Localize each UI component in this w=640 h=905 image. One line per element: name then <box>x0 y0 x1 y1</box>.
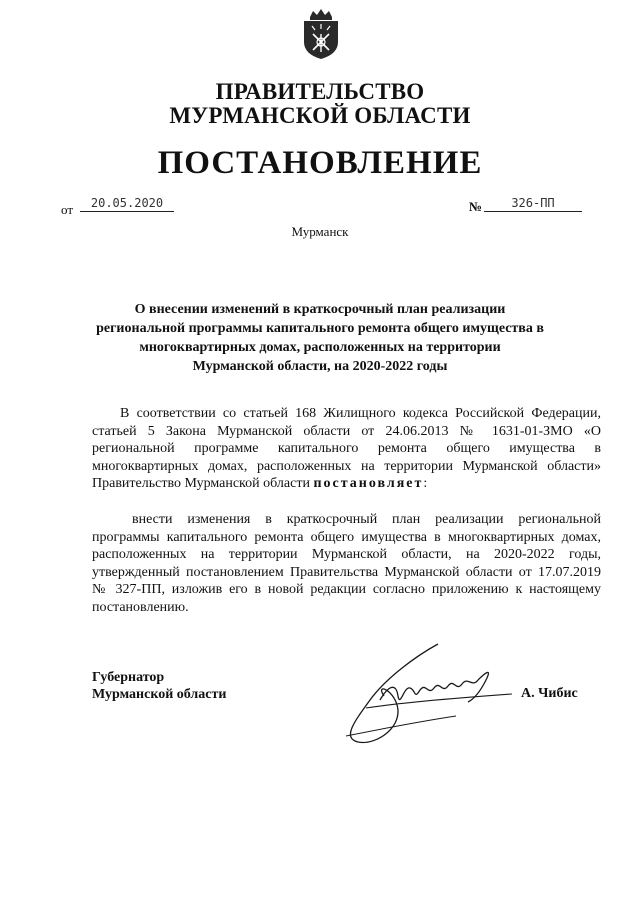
signer-position-line-2: Мурманской области <box>92 687 227 702</box>
paragraph-1-colon: : <box>423 476 428 491</box>
document-subject-title <box>90 300 550 376</box>
date-label: от <box>61 202 74 217</box>
subject-line-1: О внесении изменений в краткосрочный план реализации <box>134 302 506 317</box>
handwritten-signature-icon <box>336 638 516 748</box>
murmansk-region-coat-of-arms-icon <box>298 8 344 60</box>
signer-position-line-1: Губернатор <box>92 670 165 685</box>
document-type-title: ПОСТАНОВЛЕНИЕ <box>157 145 483 181</box>
body-paragraph-2: внести изменения в краткосрочный план реализации региональной программы капитального ремонта общего имущества в многоквартирных домах, расположенных на территории Мурманской области, на 2020-2022 годы, утвержденный постановлением Правительства Мурманской области от 17.07.2019 № 327-ПП, изложив его в новой редакции согласно приложению к настоящему постановлению. <box>92 512 601 615</box>
city-name: Мурманск <box>291 224 349 239</box>
date-value: 20.05.2020 <box>80 196 174 212</box>
signer-name: А. Чибис <box>521 686 578 701</box>
organization-name-line-1: ПРАВИТЕЛЬСТВО <box>215 79 425 104</box>
subject-line-2: региональной программы капитального ремонта общего имущества в <box>96 321 544 336</box>
resolution-keyword: постановляет <box>313 476 424 491</box>
body-paragraph-1 <box>92 405 601 493</box>
organization-name-line-2: МУРМАНСКОЙ ОБЛАСТИ <box>169 103 471 128</box>
document-number-value: 326-ПП <box>484 196 582 212</box>
signer-position <box>92 669 226 703</box>
paragraph-1-text: В соответствии со статьей 168 Жилищного кодекса Российской Федерации, статьей 5 Закона Мурманской области от 24.06.2013 № 1631-01-ЗМО «О региональной программе капитального ремонта общего имущества в многоквартирных домах, расположенных на территории Мурманской области» Правительство Мурманской области <box>92 406 601 491</box>
number-label: № <box>469 199 483 214</box>
subject-line-3: многоквартирных домах, расположенных на территории <box>139 340 501 355</box>
subject-line-4: Мурманской области, на 2020-2022 годы <box>192 359 448 374</box>
